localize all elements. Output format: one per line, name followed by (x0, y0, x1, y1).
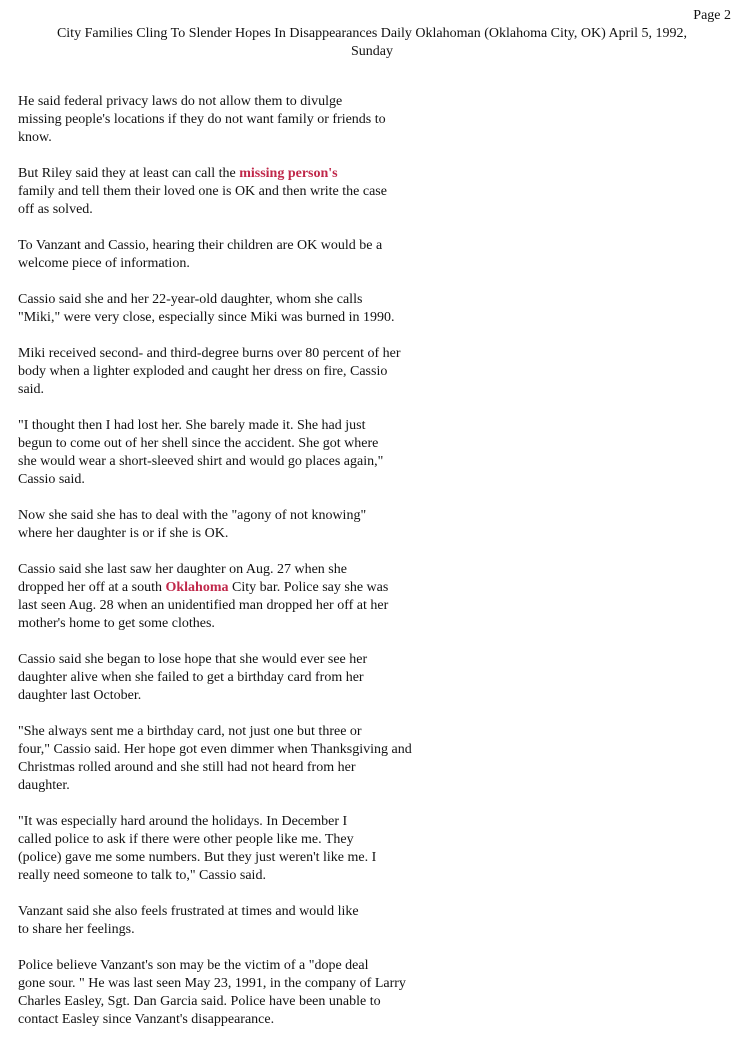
text-line: Police believe Vanzant's son may be the victim of a "dope deal (18, 958, 369, 973)
text-line: Cassio said. (18, 472, 85, 487)
text-line: daughter alive when she failed to get a birthday card from her (18, 670, 364, 685)
paragraph-9 (18, 651, 448, 705)
text-line: to share her feelings. (18, 922, 135, 937)
paragraph-10 (18, 723, 448, 795)
header-title-line-2: Sunday (351, 44, 393, 59)
text-line: He said federal privacy laws do not allow them to divulge (18, 94, 343, 109)
text-line: Vanzant said she also feels frustrated at times and would like (18, 904, 359, 919)
header-title-line-1: City Families Cling To Slender Hopes In Disappearances Daily Oklahoman (Oklahoma City, OK) April 5, 1992, (56, 26, 688, 41)
article-body (18, 93, 448, 1047)
text-line: mother's home to get some clothes. (18, 616, 215, 631)
text-line: know. (18, 130, 52, 145)
text-line: begun to come out of her shell since the accident. She got where (18, 436, 379, 451)
paragraph-12 (18, 903, 448, 939)
text-line: said. (18, 382, 45, 397)
text-segment: dropped her off at a south (18, 580, 166, 595)
text-line: Charles Easley, Sgt. Dan Garcia said. Police have been unable to (18, 994, 381, 1009)
text-line: where her daughter is or if she is OK. (18, 526, 229, 541)
text-line: "I thought then I had lost her. She barely made it. She had just (18, 418, 366, 433)
text-line: Christmas rolled around and she still had not heard from her (18, 760, 356, 775)
text-line: four," Cassio said. Her hope got even dimmer when Thanksgiving and (18, 742, 412, 757)
text-line: family and tell them their loved one is OK and then write the case (18, 184, 387, 199)
text-line: body when a lighter exploded and caught her dress on fire, Cassio (18, 364, 388, 379)
paragraph-1 (18, 93, 448, 147)
page-number: Page 2 (693, 8, 731, 23)
text-line: "She always sent me a birthday card, not just one but three or (18, 724, 362, 739)
paragraph-6 (18, 417, 448, 489)
text-line: Cassio said she last saw her daughter on Aug. 27 when she (18, 562, 347, 577)
text-line: daughter. (18, 778, 70, 793)
paragraph-4 (18, 291, 448, 327)
paragraph-7 (18, 507, 448, 543)
text-line (18, 579, 448, 597)
text-line: gone sour. " He was last seen May 23, 1991, in the company of Larry (18, 976, 406, 991)
paragraph-5 (18, 345, 448, 399)
highlighted-term-oklahoma: Oklahoma (165, 580, 229, 595)
text-line: welcome piece of information. (18, 256, 190, 271)
paragraph-8 (18, 561, 448, 633)
text-line: Miki received second- and third-degree burns over 80 percent of her (18, 346, 401, 361)
text-line: missing people's locations if they do not want family or friends to (18, 112, 386, 127)
text-line (18, 165, 448, 183)
text-segment: City bar. Police say she was (228, 580, 389, 595)
highlighted-term-missing-persons: missing person's (239, 166, 338, 181)
text-line: "It was especially hard around the holidays. In December I (18, 814, 348, 829)
text-line: To Vanzant and Cassio, hearing their children are OK would be a (18, 238, 383, 253)
text-line: last seen Aug. 28 when an unidentified man dropped her off at her (18, 598, 389, 613)
paragraph-13 (18, 957, 448, 1029)
text-line: really need someone to talk to," Cassio said. (18, 868, 266, 883)
text-line: "Miki," were very close, especially since Miki was burned in 1990. (18, 310, 395, 325)
paragraph-2 (18, 165, 448, 219)
text-line: daughter last October. (18, 688, 142, 703)
document-header (18, 25, 726, 61)
text-line: (police) gave me some numbers. But they just weren't like me. I (18, 850, 377, 865)
text-segment: But Riley said they at least can call the (18, 166, 240, 181)
text-line: Cassio said she began to lose hope that she would ever see her (18, 652, 368, 667)
text-line: she would wear a short-sleeved shirt and would go places again," (18, 454, 384, 469)
text-line: called police to ask if there were other people like me. They (18, 832, 354, 847)
text-line: Now she said she has to deal with the "agony of not knowing" (18, 508, 367, 523)
text-line: off as solved. (18, 202, 93, 217)
text-line: Cassio said she and her 22-year-old daughter, whom she calls (18, 292, 363, 307)
paragraph-3 (18, 237, 448, 273)
text-line: contact Easley since Vanzant's disappearance. (18, 1012, 275, 1027)
paragraph-11 (18, 813, 448, 885)
